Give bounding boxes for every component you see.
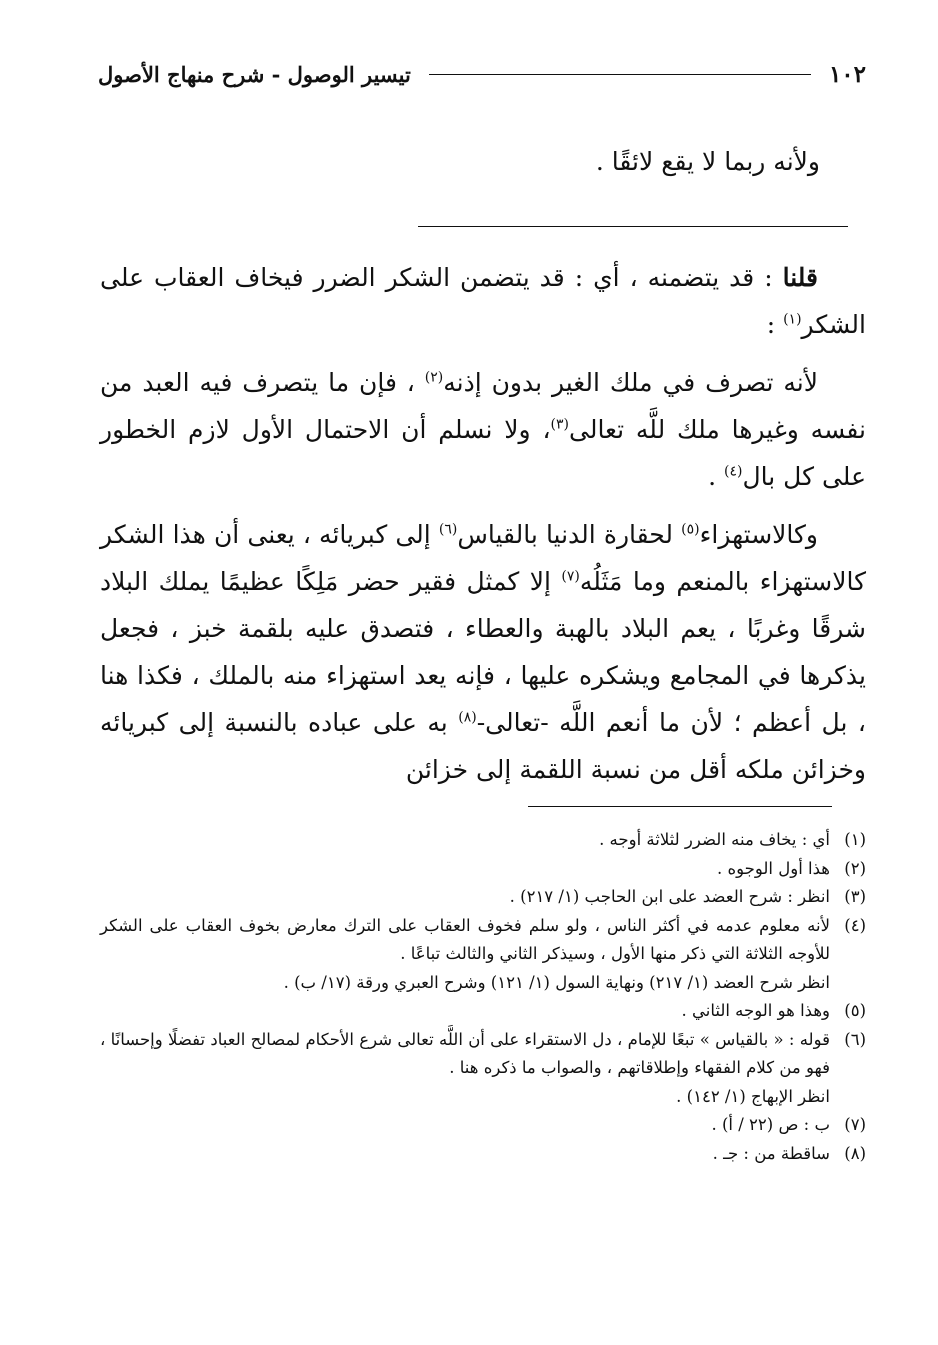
footnote-1: (١) أي : يخاف منه الضرر لثلاثة أوجه . (599, 830, 866, 849)
footnote-2: (٢) هذا أول الوجوه . (717, 858, 866, 878)
footnote-3: (٣) انظر : شرح العضد على ابن الحاجب (١/ ٢١٧) . (509, 887, 866, 906)
footnote-ref-1[interactable]: (١) (783, 311, 802, 328)
running-header (98, 56, 866, 92)
header-rule (429, 74, 811, 75)
footnotes (100, 826, 866, 1168)
footnote-ref-3[interactable]: (٣) (550, 416, 569, 433)
footnote-ref-8[interactable]: (٨) (458, 709, 477, 726)
intro-line (100, 138, 820, 185)
footnote-ref-4[interactable]: (٤) (724, 463, 743, 480)
footnote-ref-7[interactable]: (٧) (561, 568, 580, 585)
footnote-8: (٨) ساقطة من : جـ . (712, 1143, 866, 1163)
book-title: تيسير الوصول - شرح منهاج الأصول (98, 61, 411, 87)
paragraph-2: لأنه تصرف في ملك الغير بدون إذنه$^{(٢)}$ ، فإن ما يتصرف فيه العبد من نفسه وغيرها ملك للَّه تعالى$^{(٣)}$، ولا نسلم أن الاحتمال الأول لازم الخطور على كل بال$^{(٤)}$ . (100, 368, 866, 491)
footnote-5: (٥) وهذا هو الوجه الثاني . (681, 1001, 866, 1020)
footnote-4: (٤) لأنه معلوم عدمه في أكثر الناس ، ولو سلم فخوف العقاب على الترك معارض بخوف العقاب على الشكر للأوجه الثلاثة التي ذكر منها الأول ، وسيذكر الثاني والثالث تباعًا . انظر شرح العضد (١/ ٢١٧) ونهاية السول (١/ ١٢١) وشرح العبري ورقة (١٧/ ب) . (100, 915, 866, 992)
footnote-ref-5[interactable]: (٥) (681, 521, 700, 538)
footnote-ref-6[interactable]: (٦) (438, 521, 458, 538)
footnote-7: (٧) ب : ص (٢٢ / أ) . (711, 1115, 866, 1134)
paragraph-1: قلنا : قد يتضمنه ، أي : قد يتضمن الشكر الضرر فيخاف العقاب على الشكر$^{(١)}$ : (100, 263, 866, 339)
intro-text: ولأنه ربما لا يقع لائقًا . (595, 147, 820, 176)
page-number: ١٠٢ (828, 60, 866, 88)
footnote-ref-2[interactable]: (٢) (424, 369, 444, 386)
main-text (100, 254, 866, 793)
qulna-lead: قلنا (782, 263, 818, 292)
paragraph-3: وكالاستهزاء$^{(٥)}$ لحقارة الدنيا بالقياس$^{(٦)}$ إلى كبريائه ، يعنى أن هذا الشكر كالاستهزاء بالمنعم وما مَثَلُه$^{(٧)}$ إلا كمثل فقير حضر مَلِكًا عظيمًا يملك البلاد شرقًا وغربًا ، يعم البلاد بالهبة والعطاء ، فتصدق عليه بلقمة خبز ، فجعل يذكرها في المجامع ويشكره عليها ، فإنه يعد استهزاء منه بالملك ، فكذا هنا ، بل أعظم ؛ لأن ما أنعم اللَّه -تعالى-$^{(٨)}$ به على عباده بالنسبة إلى كبريائه وخزائن ملكه أقل من نسبة اللقمة إلى خزائن (100, 520, 866, 784)
footnote-separator (528, 806, 832, 807)
footnote-6: (٦) قوله : « بالقياس » تبعًا للإمام ، دل الاستقراء على أن اللَّه تعالى شرع الأحكام لمصالح العباد تفضلًا وإحسانًا ، فهو من كلام الفقهاء وإطلاقاتهم ، والصواب ما ذكره هنا . انظر الإبهاج (١/ ١٤٢) . (100, 1029, 866, 1106)
section-divider (418, 226, 848, 227)
